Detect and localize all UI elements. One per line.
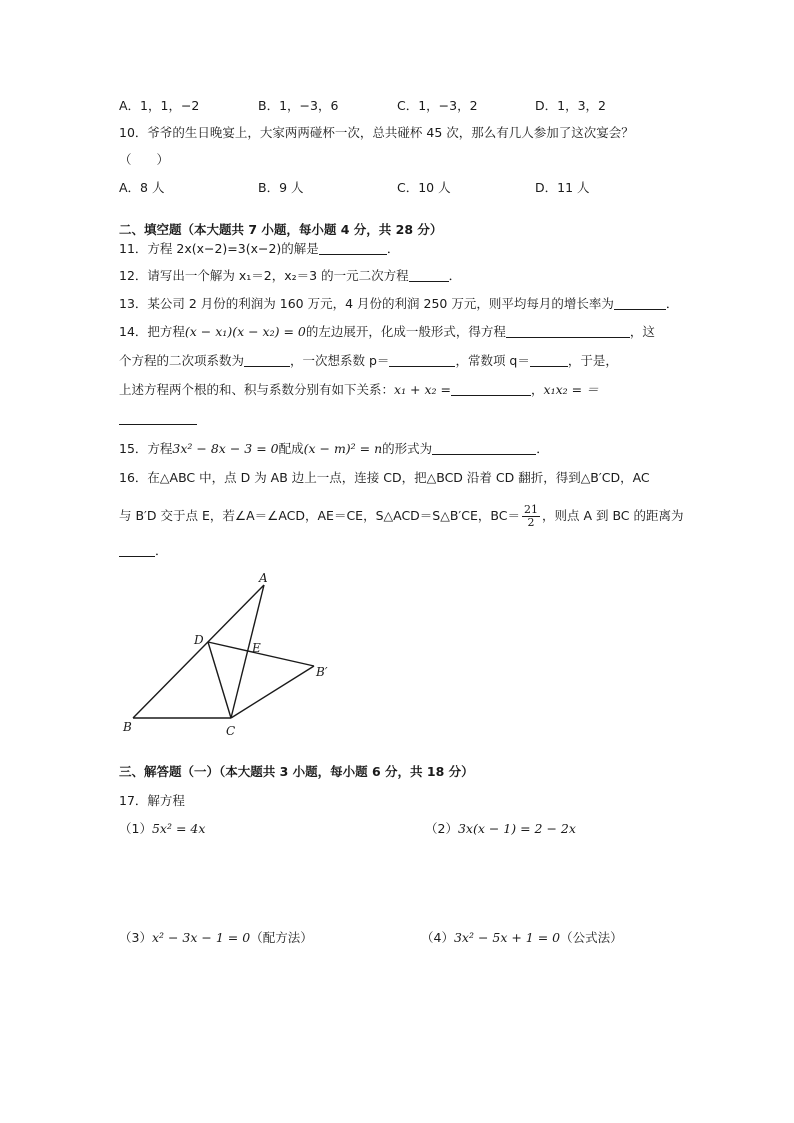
q14-line2: [119, 352, 618, 370]
q14-blank-sum[interactable]: [451, 381, 531, 396]
q17-part2: [425, 820, 576, 838]
q17-part2-equation: 3x(x − 1) = 2 − 2x: [457, 821, 576, 836]
q17-part3-method: （配方法）: [250, 930, 313, 945]
q9-option-d: D．1，3，2: [535, 98, 606, 113]
q17-part3-number: （3）: [119, 930, 152, 945]
q17-part1-equation: 5x² = 4x: [151, 821, 206, 836]
q10-option-d: D．11 人: [535, 180, 590, 195]
q14-blank-product[interactable]: [119, 410, 197, 425]
q10-option-c: C．10 人: [397, 180, 451, 195]
q17-part1-number: （1）: [119, 821, 152, 836]
q11-blank[interactable]: [319, 240, 387, 255]
q14-blank-p[interactable]: [389, 352, 455, 367]
q16-frac-numerator: 21: [523, 503, 538, 516]
geometry-figure: [115, 565, 345, 745]
q16-frac-denominator: 2: [527, 516, 535, 529]
q15-end: ．: [536, 441, 549, 456]
q17-part4-method: （公式法）: [560, 930, 623, 945]
segment-db-prime: [208, 642, 314, 666]
q12: [119, 267, 461, 285]
q15-equation: 3x² − 8x − 3 = 0: [172, 441, 279, 456]
q15-post-text: 的形式为: [382, 441, 433, 456]
label-e: E: [252, 641, 261, 655]
q16-fraction: [522, 504, 540, 529]
q14-relation-label: 上述方程两个根的和、积与系数分别有如下关系：: [119, 382, 395, 397]
q14-product-eq: x₁x₂ = ＝: [543, 382, 599, 397]
section2-heading: 二、填空题（本大题共 7 小题，每小题 4 分，共 28 分）: [119, 222, 443, 237]
q16-blank[interactable]: [119, 542, 155, 557]
q14-mid-text: 的左边展开，化成一般形式，得方程: [305, 324, 506, 339]
q9-option-c: C．1，−3，2: [397, 98, 478, 113]
q10-option-b: B．9 人: [258, 180, 304, 195]
q17-title: 17．解方程: [119, 793, 185, 808]
q10-paren: （ ）: [119, 152, 170, 167]
q11-end: ．: [386, 241, 400, 256]
q17-part2-number: （2）: [425, 821, 458, 836]
q12-text: 12．请写出一个解为 x₁＝2，x₂＝3 的一元二次方程: [119, 268, 409, 283]
q14-q-label: ，常数项 q＝: [455, 353, 530, 368]
q9-option-a: A．1，1，−2: [119, 98, 200, 113]
q14-blank-quad-coef[interactable]: [244, 352, 290, 367]
q12-end: ．: [448, 268, 462, 283]
q13-text: 13．某公司 2 月份的利润为 160 万元，4 月份的利润 250 万元，则平均每月的增长率为: [119, 296, 614, 311]
q14-prefix: 14．把方程: [119, 324, 185, 339]
q14-p-label: ，一次想系数 p＝: [290, 353, 390, 368]
q15-prefix: 15．方程: [119, 441, 173, 456]
q14-line1: [119, 323, 655, 341]
q11-text: 11．方程 2x(x−2)=3(x−2)的解是: [119, 241, 319, 256]
q9-option-b: B．1，−3，6: [258, 98, 339, 113]
q16-question: ，则点 A 到 BC 的距离为: [541, 508, 684, 523]
q13: [119, 295, 678, 313]
q12-blank[interactable]: [409, 267, 449, 282]
q17-part3: [119, 929, 313, 947]
q13-end: ．: [665, 296, 679, 311]
q17-part1: [119, 820, 205, 838]
q14-line1-end: ，这: [629, 324, 655, 339]
q15: [119, 440, 549, 458]
q14-sum-eq: x₁ + x₂ =: [394, 382, 452, 397]
q16-end: ．: [155, 543, 168, 558]
q16-line2: [119, 504, 684, 529]
q10-text: 10．爷爷的生日晚宴上，大家两两碰杯一次，总共碰杯 45 次，那么有几人参加了这次宴会？: [119, 125, 634, 140]
label-d: D: [194, 633, 204, 647]
q14-blank-q[interactable]: [530, 352, 568, 367]
q16-conditions: 与 B′D 交于点 E，若∠A＝∠ACD，AE＝CE，S△ACD＝S△B′CE，BC＝: [119, 508, 520, 523]
q16-line3: [119, 542, 168, 560]
q14-blank-equation[interactable]: [506, 323, 630, 338]
q16-line1: 16．在△ABC 中，点 D 为 AB 边上一点，连接 CD，把△BCD 沿着 CD 翻折，得到△B′CD，AC: [119, 470, 650, 485]
q15-blank[interactable]: [432, 440, 536, 455]
q14-line2-end: ，于是，: [567, 353, 618, 368]
q14-quad-coef-label: 个方程的二次项系数为: [119, 353, 245, 368]
segment-ab: [133, 585, 264, 718]
q17-part4-number: （4）: [421, 930, 454, 945]
q11: [119, 240, 399, 258]
q10-option-a: A．8 人: [119, 180, 165, 195]
q14-line3: 上述方程两个根的和、积与系数分别有如下关系：x₁ + x₂ = ，x₁x₂ = ＝: [119, 382, 599, 397]
q15-mid-text: 配成: [278, 441, 304, 456]
q17-part3-equation: x² − 3x − 1 = 0: [151, 930, 251, 945]
q14-equation: (x − x₁)(x − x₂) = 0: [184, 324, 306, 339]
q17-part4-equation: 3x² − 5x + 1 = 0: [453, 930, 561, 945]
label-a: A: [259, 571, 268, 585]
q13-blank[interactable]: [614, 295, 666, 310]
q17-part4: [421, 929, 623, 947]
q14-line4: [119, 410, 197, 428]
section3-heading: 三、解答题（一）（本大题共 3 小题，每小题 6 分，共 18 分）: [119, 764, 474, 779]
segment-dc: [208, 642, 231, 718]
label-c: C: [226, 724, 236, 738]
label-b-prime: B′: [316, 665, 328, 679]
segment-cb-prime: [231, 666, 314, 718]
label-b: B: [123, 720, 132, 734]
q15-form: (x − m)² = n: [303, 441, 383, 456]
